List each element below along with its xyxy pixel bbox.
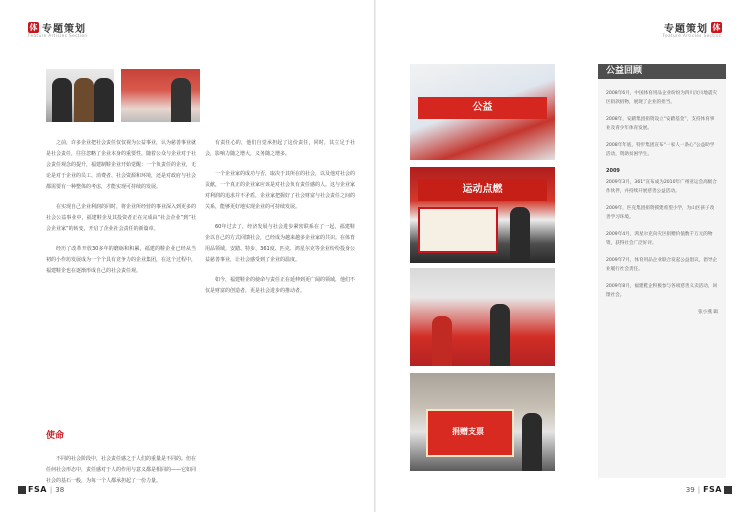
section-heading: 使命 (46, 431, 65, 441)
text-column-1b (46, 454, 196, 487)
photo-banner: 运动点燃 (418, 179, 547, 201)
photo-figure (522, 413, 542, 471)
page-number: 38 (55, 486, 65, 494)
folio-right (686, 485, 722, 494)
paragraph: 经历了改革开放30多年的磨砺和积累，福建的鞋企业已经从当初的小作坊发展成为一个个具有竞争力的企业集团，在这个过程中，福建鞋企也在逐渐形成自己的社会责任观。 (46, 246, 197, 274)
photo-ceremony-group (46, 69, 114, 122)
sidebar-item: 2008年，安踏集团捐资设立“安踏基金”，支持体育事业及青少年体育发展。 (606, 117, 715, 131)
folio-separator: | (697, 486, 701, 494)
text-column-2 (205, 138, 355, 306)
sidebar-item: 2008年6月，中国体育用品企业纷纷为四川汶川地震灾区捐款捐物，展现了企业的担当。 (606, 91, 718, 105)
sidebar-signature: 张小燕 辑 (698, 310, 718, 315)
photo-charity-stage (410, 64, 555, 160)
paragraph: 一个企业家的成功与否，取决于其所在的社会，以及他对社会的贡献，一个真正的企业家应该是对社会负有责任感的人。这与企业家对利润的追求并不矛盾，企业家把握好了社会财富与社会责任之间的关系，能够更好地实现企业的可持续发展。 (205, 171, 356, 210)
paragraph: 60年过去了，经济发展与社会进步紧密联系在了一起，福建鞋企以自己的方式回馈社会，已经成为越来越多企业家的共识。在体育用品领域，安踏、特步、361度、匹克、鸿星尔克等企业纷纷投身公益慈善事业，让社会感受到了企业的温度。 (205, 224, 356, 263)
paragraph: 之前，许多企业把社会责任仅仅视为公益事业，认为慈善事业就是社会责任，往往忽略了企业本身的重要性。随着公众与企业对于社会责任观念的提升，福建制鞋企业开始觉醒：一个负责任的企业，无论是对于企业的员工、消费者、社会资源和环境，还是对政府与社会都需要有一种整体的考虑，才能实现可持续的发展。 (46, 140, 197, 190)
folio-separator: | (49, 486, 53, 494)
section-title: 专题策划 (664, 24, 708, 35)
photo-board (418, 207, 498, 253)
paragraph: 在实现自己企业利润的同时，将企业所经营的事业深入到更多的社会公益事业中，福建鞋企及其投资者正在完成由“社会企业”到“社会企业家”的转变，开启了企业社会责任的新篇章。 (46, 204, 197, 232)
paragraph: 不同的社会阶段中，社会责任感之于人们的重量是不同的。但在任何社会形态中，责任感对于人的作用与意义都是相同的——它如同社会的基石一般，为每一个人都承担起了一份力量。 (46, 456, 197, 484)
sidebar-item: 2009年7月，体育用品企业联合发起公益倡议，倡导企业履行社会责任。 (606, 258, 718, 272)
section-title: 专题策划 (42, 24, 86, 35)
sidebar-item: 2009年8月，福建鞋企积极参与各项慈善义卖活动，回馈社会。 (606, 284, 718, 298)
page-number: 39 (685, 486, 695, 494)
photo-donation-event (121, 69, 200, 122)
photo-students (410, 268, 555, 366)
photo-figure (490, 304, 510, 366)
photo-figure (510, 207, 530, 263)
photo-banner: 公益 (418, 97, 547, 119)
paragraph: 如今，福建鞋企的使命与责任正在延伸到更广阔的领域，他们不仅是财富的创造者，更是社会进步的推动者。 (205, 277, 356, 294)
sidebar-title: 公益回顾 (598, 64, 726, 79)
photo-figure (171, 78, 191, 122)
magazine-mark: FSA (703, 485, 722, 494)
magazine-logo-icon: 体 (712, 23, 721, 32)
paragraph: 有责任心的，他们自觉承担起了这份责任，同时，其立足于社会，影响力随之增大，义务随之增多。 (205, 140, 355, 157)
photo-figure (432, 316, 452, 366)
sidebar-item: 2009年，匹克集团捐资援建希望小学，为山区孩子改善学习环境。 (606, 206, 715, 220)
spine (374, 0, 376, 512)
sidebar-year: 2009 (606, 168, 620, 174)
sidebar-item: 2009年4月，鸿星尔克向灾区捐赠价值数千万元的物资，获得社会广泛好评。 (606, 232, 713, 246)
sidebar-item: 2009年3月，361°宣布成为2010年广州亚运会高级合作伙伴，并持续开展慈善公益活动。 (606, 180, 717, 194)
photo-figure (52, 78, 72, 122)
photo-check-presentation (410, 167, 555, 263)
sidebar-body (598, 79, 726, 317)
photo-disaster-donation (410, 373, 555, 471)
folio-left (28, 485, 64, 494)
magazine-logo-icon: 体 (29, 23, 38, 32)
sidebar-item: 2008年年底，特步集团宣布“一家人一条心”公益助学活动，资助贫困学生。 (606, 143, 715, 157)
section-subtitle: Feature Articles Section (662, 33, 722, 38)
photo-figure (94, 78, 114, 122)
section-subtitle: Feature Articles Section (28, 33, 88, 38)
folio-marker (724, 486, 732, 494)
sidebar-charity-review (598, 64, 726, 478)
magazine-mark: FSA (28, 485, 47, 494)
text-column-1 (46, 138, 196, 277)
folio-marker (18, 486, 26, 494)
photo-figure (74, 78, 94, 122)
photo-board-text: 捐赠支票 (452, 427, 484, 436)
